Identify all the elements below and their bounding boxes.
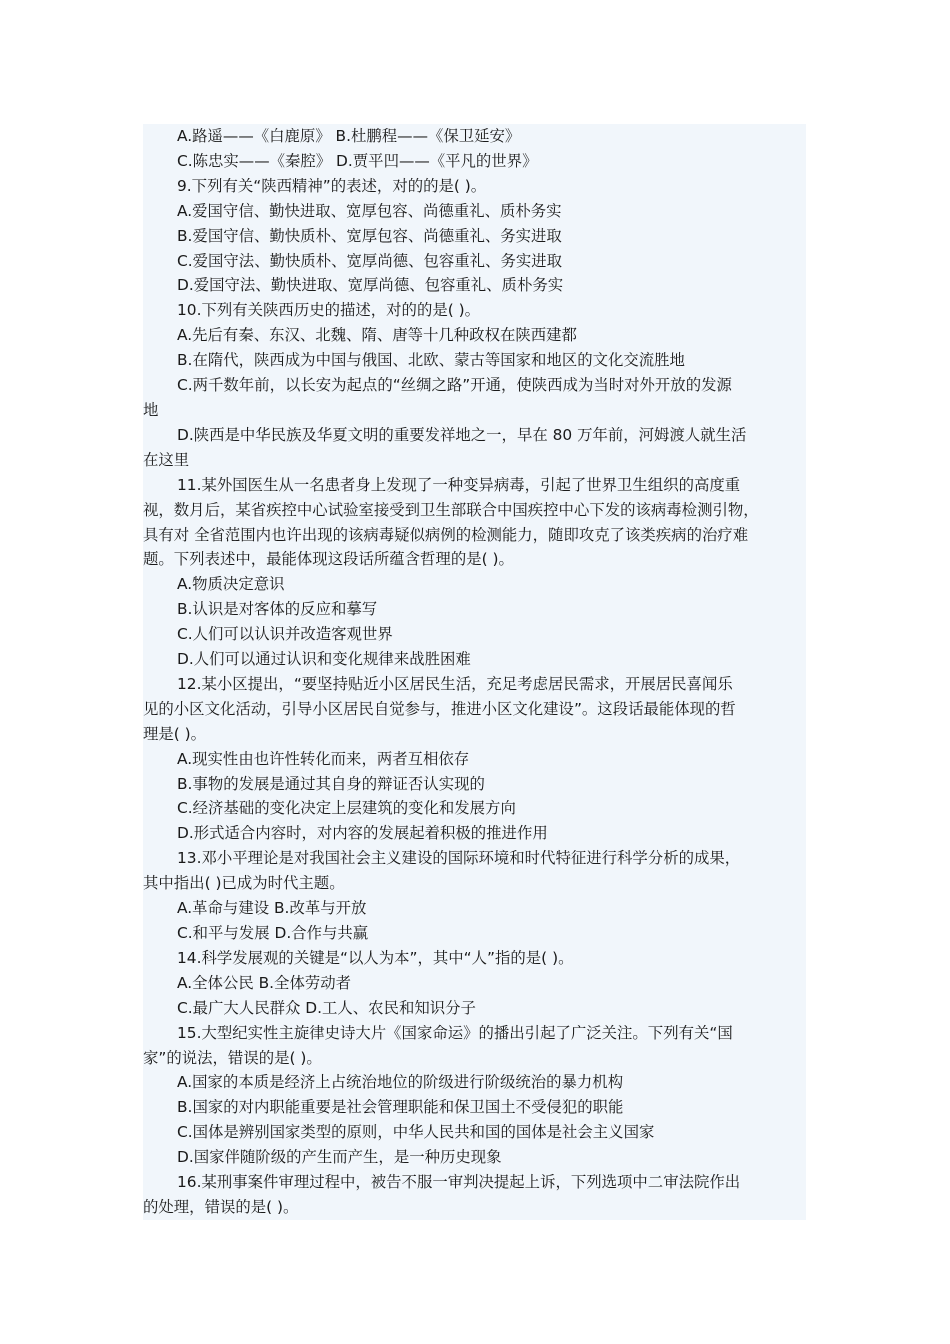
text-line: 16.某刑事案件审理过程中，被告不服一审判决提起上诉，下列选项中二审法院作出 — [177, 1173, 741, 1192]
text-line: D.陕西是中华民族及华夏文明的重要发祥地之一，早在 80 万年前，河姆渡人就生活 — [177, 425, 747, 444]
text-line: D.人们可以通过认识和变化规律来战胜困难 — [177, 650, 471, 669]
text-line: A.先后有秦、东汉、北魏、隋、唐等十几种政权在陕西建都 — [177, 326, 577, 345]
text-line: 的处理，错误的是( )。 — [143, 1197, 299, 1216]
text-line: D.形式适合内容时，对内容的发展起着积极的推进作用 — [177, 824, 548, 843]
text-line: 11.某外国医生从一名患者身上发现了一种变异病毒，引起了世界卫生组织的高度重 — [177, 475, 741, 494]
text-line: D.爱国守法、勤快进取、宽厚尚德、包容重礼、质朴务实 — [177, 276, 564, 295]
text-line: D.国家伴随阶级的产生而产生，是一种历史现象 — [177, 1148, 502, 1167]
text-line: 10.下列有关陕西历史的描述，对的的是( )。 — [177, 301, 481, 320]
text-line: C.陈忠实——《秦腔》 D.贾平凹——《平凡的世界》 — [177, 151, 538, 170]
text-line: B.事物的发展是通过其自身的辩证否认实现的 — [177, 774, 485, 793]
text-line: A.物质决定意识 — [177, 575, 285, 594]
text-line: C.最广大人民群众 D.工人、农民和知识分子 — [177, 998, 476, 1017]
text-line: 其中指出( )已成为时代主题。 — [143, 874, 345, 893]
text-line: 地 — [143, 400, 159, 419]
text-line: 9.下列有关“陕西精神”的表述，对的的是( )。 — [177, 176, 487, 195]
text-line: C.国体是辨别国家类型的原则，中华人民共和国的国体是社会主义国家 — [177, 1123, 655, 1142]
text-line: A.现实性由也许性转化而来，两者互相依存 — [177, 749, 470, 768]
text-line: 视，数月后，某省疾控中心试验室接受到卫生部联合中国疾控中心下发的该病毒检测引物， — [143, 500, 759, 519]
text-line: B.国家的对内职能重要是社会管理职能和保卫国土不受侵犯的职能 — [177, 1098, 624, 1117]
text-line: 具有对 全省范围内也许出现的该病毒疑似病例的检测能力，随即攻克了该类疾病的治疗难 — [143, 525, 749, 544]
text-line: C.人们可以认识并改造客观世界 — [177, 625, 393, 644]
text-line: 见的小区文化活动，引导小区居民自觉参与，推进小区文化建设”。这段话最能体现的哲 — [143, 699, 736, 718]
text-line: 理是( )。 — [143, 724, 207, 743]
text-line: A.革命与建设 B.改革与开放 — [177, 899, 367, 918]
text-line: 15.大型纪实性主旋律史诗大片《国家命运》的播出引起了广泛关注。下列有关“国 — [177, 1023, 733, 1042]
text-line: C.两千数年前，以长安为起点的“丝绸之路”开通，使陕西成为当时对外开放的发源 — [177, 376, 732, 395]
text-line: B.爱国守信、勤快质朴、宽厚包容、尚德重礼、务实进取 — [177, 226, 562, 245]
text-line: B.认识是对客体的反应和摹写 — [177, 600, 378, 619]
text-line: B.在隋代，陕西成为中国与俄国、北欧、蒙古等国家和地区的文化交流胜地 — [177, 351, 685, 370]
text-line: 在这里 — [143, 450, 190, 469]
text-line: A.爱国守信、勤快进取、宽厚包容、尚德重礼、质朴务实 — [177, 201, 562, 220]
text-line: 家”的说法，错误的是( )。 — [143, 1048, 322, 1067]
text-line: A.国家的本质是经济上占统治地位的阶级进行阶级统治的暴力机构 — [177, 1073, 624, 1092]
text-line: C.经济基础的变化决定上层建筑的变化和发展方向 — [177, 799, 516, 818]
text-line: A.路遥——《白鹿原》 B.杜鹏程——《保卫延安》 — [177, 127, 521, 145]
text-line: C.爱国守法、勤快质朴、宽厚尚德、包容重礼、务实进取 — [177, 251, 563, 270]
text-line: 题。下列表述中，最能体现这段话所蕴含哲理的是( )。 — [143, 550, 514, 569]
text-line: A.全体公民 B.全体劳动者 — [177, 973, 352, 992]
text-line: 13.邓小平理论是对我国社会主义建设的国际环境和时代特征进行科学分析的成果， — [177, 849, 741, 868]
text-line: 14.科学发展观的关键是“以人为本”，其中“人”指的是( )。 — [177, 948, 574, 967]
text-line: 12.某小区提出，“要坚持贴近小区居民生活，充足考虑居民需求，开展居民喜闻乐 — [177, 674, 733, 693]
text-line: C.和平与发展 D.合作与共赢 — [177, 924, 369, 942]
document-page-content — [143, 124, 806, 1220]
